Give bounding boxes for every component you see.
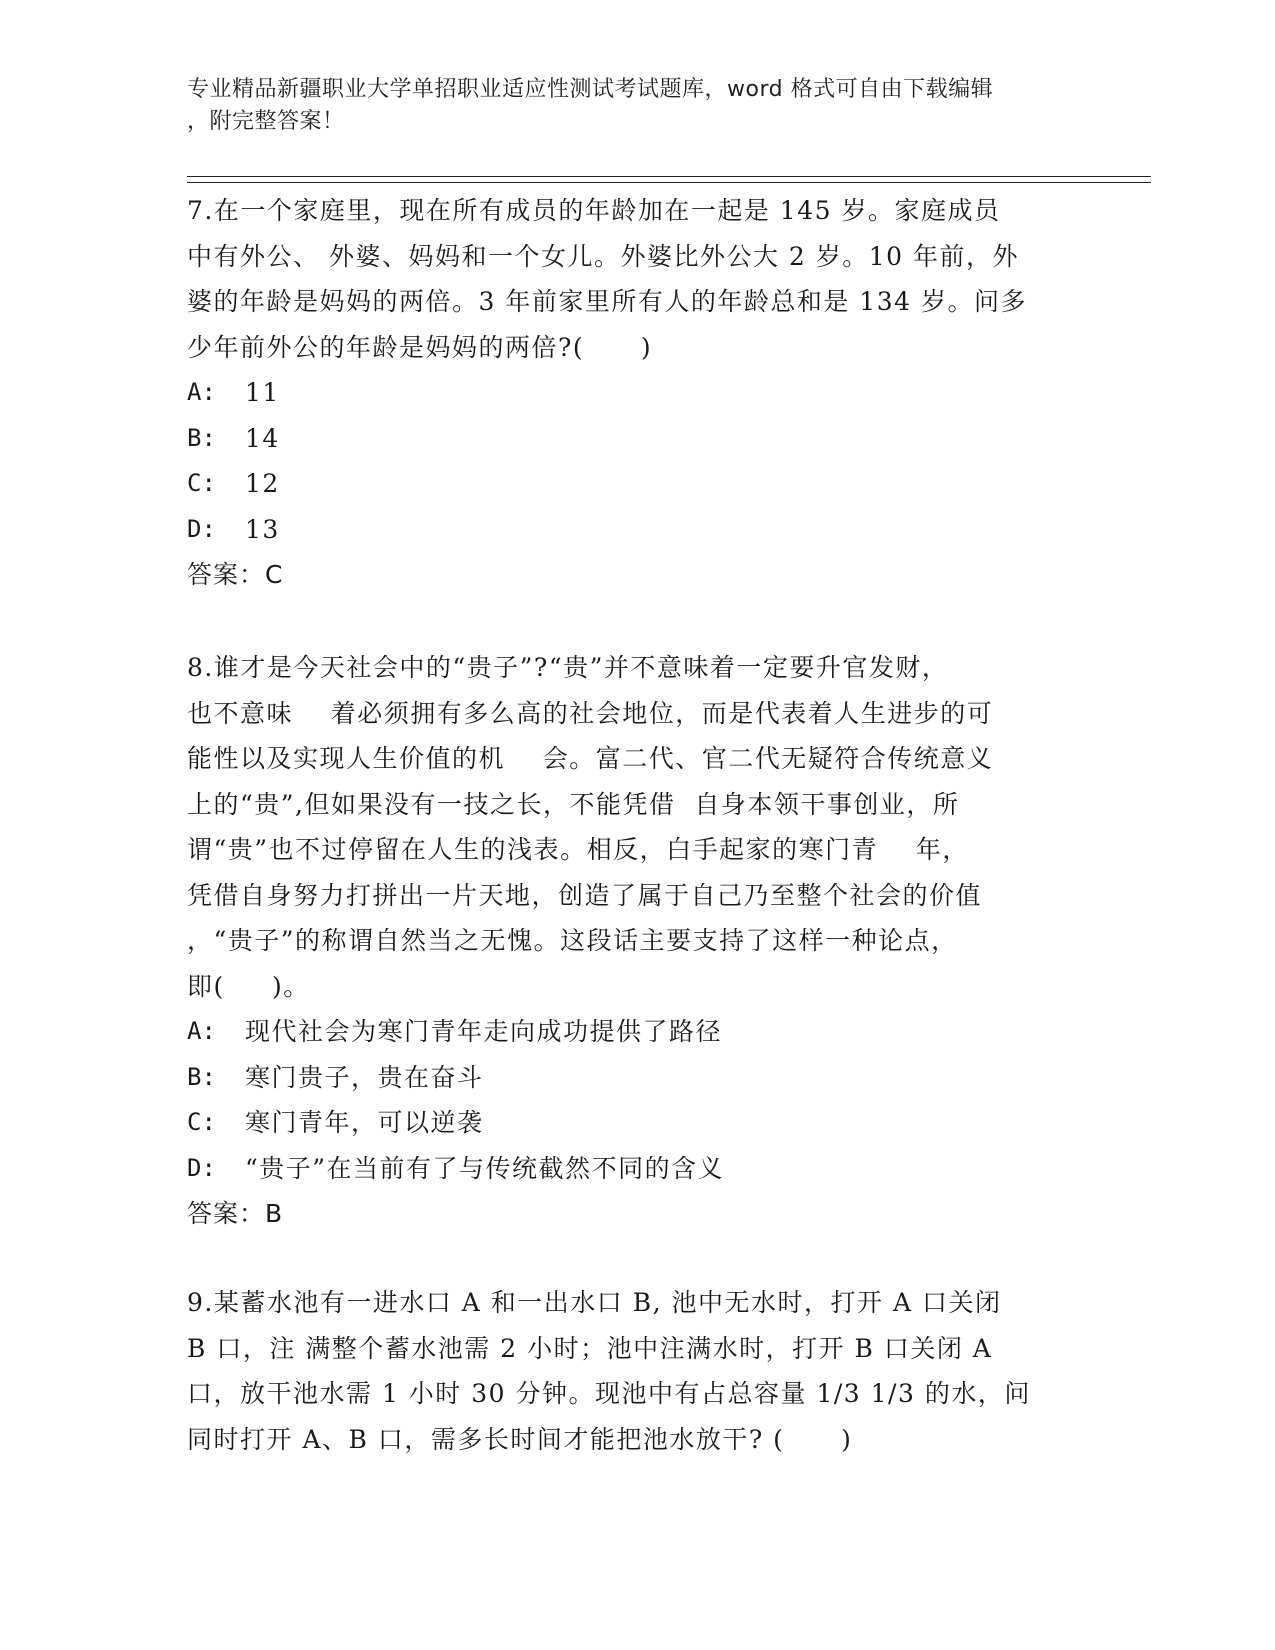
header-line-1: 专业精品新疆职业大学单招职业适应性测试考试题库，word 格式可自由下载编辑	[187, 77, 994, 102]
document-header	[187, 74, 1067, 138]
question-8	[187, 645, 1077, 1237]
option-text: “贵子”在当前有了与传统截然不同的含义	[245, 1153, 725, 1183]
option-text: 12	[245, 469, 280, 498]
question-stem	[187, 188, 1077, 370]
answer-line: 答案：C	[187, 560, 284, 589]
question-stem	[187, 645, 1077, 1009]
stem-line: ，“贵子”的称谓自然当之无愧。这段话主要支持了这样一种论点，	[187, 926, 958, 955]
option-b	[187, 416, 1077, 462]
stem-line: 7.在一个家庭里，现在所有成员的年龄加在一起是 145 岁。家庭成员	[187, 196, 1001, 225]
stem-line: 8.谁才是今天社会中的“贵子”?“贵”并不意味着一定要升官发财，	[187, 653, 949, 682]
option-letter: B:	[187, 423, 216, 452]
stem-line: 也不意味 着必须拥有多么高的社会地位，而是代表着人生进步的可	[187, 698, 994, 728]
option-d	[187, 1146, 1077, 1192]
option-b	[187, 1055, 1077, 1101]
stem-line: 凭借自身努力打拼出一片天地，创造了属于自己乃至整个社会的价值	[187, 880, 983, 910]
option-c	[187, 1100, 1077, 1146]
stem-line: 中有外公、 外婆、妈妈和一个女儿。外婆比外公大 2 岁。10 年前，外	[187, 241, 1020, 271]
option-text: 11	[245, 378, 280, 407]
stem-line: 口，放干池水需 1 小时 30 分钟。现池中有占总容量 1/3 1/3 的水，问	[187, 1379, 1031, 1408]
option-letter: A:	[187, 378, 216, 406]
stem-line: 谓“贵”也不过停留在人生的浅表。相反，白手起家的寒门青 年，	[187, 835, 969, 864]
answer-line: 答案：B	[187, 1199, 284, 1228]
option-d	[187, 507, 1077, 553]
stem-line: 少年前外公的年龄是妈妈的两倍?( )	[187, 332, 653, 362]
option-text: 14	[245, 423, 280, 453]
option-a	[187, 1009, 1077, 1055]
stem-line: 即( )。	[187, 971, 310, 1001]
stem-line: 上的“贵”,但如果没有一技之长，不能凭借 自身本领干事创业，所	[187, 789, 960, 819]
question-9	[187, 1280, 1077, 1462]
option-text: 13	[245, 514, 280, 544]
header-rule-top	[187, 176, 1151, 177]
option-a	[187, 370, 1077, 416]
stem-line: 9.某蓄水池有一进水口 A 和一出水口 B, 池中无水时，打开 A 口关闭	[187, 1288, 1002, 1317]
stem-line: 同时打开 A、B 口，需多长时间才能把池水放干? ( )	[187, 1424, 853, 1454]
option-letter: D:	[187, 514, 216, 543]
header-rule-bottom	[187, 182, 1151, 183]
question-stem	[187, 1280, 1077, 1462]
stem-line: 婆的年龄是妈妈的两倍。3 年前家里所有人的年龄总和是 134 岁。问多	[187, 287, 1027, 316]
option-text: 现代社会为寒门青年走向成功提供了路径	[245, 1017, 723, 1046]
question-7	[187, 188, 1077, 598]
option-letter: D:	[187, 1153, 216, 1182]
option-text: 寒门贵子，贵在奋斗	[245, 1062, 484, 1092]
option-letter: C:	[187, 1108, 216, 1136]
header-line-2: ，附完整答案！	[187, 109, 345, 134]
stem-line: B 口，注 满整个蓄水池需 2 小时；池中注满水时，打开 B 口关闭 A	[187, 1333, 993, 1363]
option-letter: A:	[187, 1017, 216, 1045]
option-letter: B:	[187, 1062, 216, 1091]
option-c	[187, 461, 1077, 507]
option-text: 寒门青年，可以逆袭	[245, 1108, 484, 1137]
stem-line: 能性以及实现人生价值的机 会。富二代、官二代无疑符合传统意义	[187, 744, 994, 773]
option-letter: C:	[187, 469, 216, 497]
